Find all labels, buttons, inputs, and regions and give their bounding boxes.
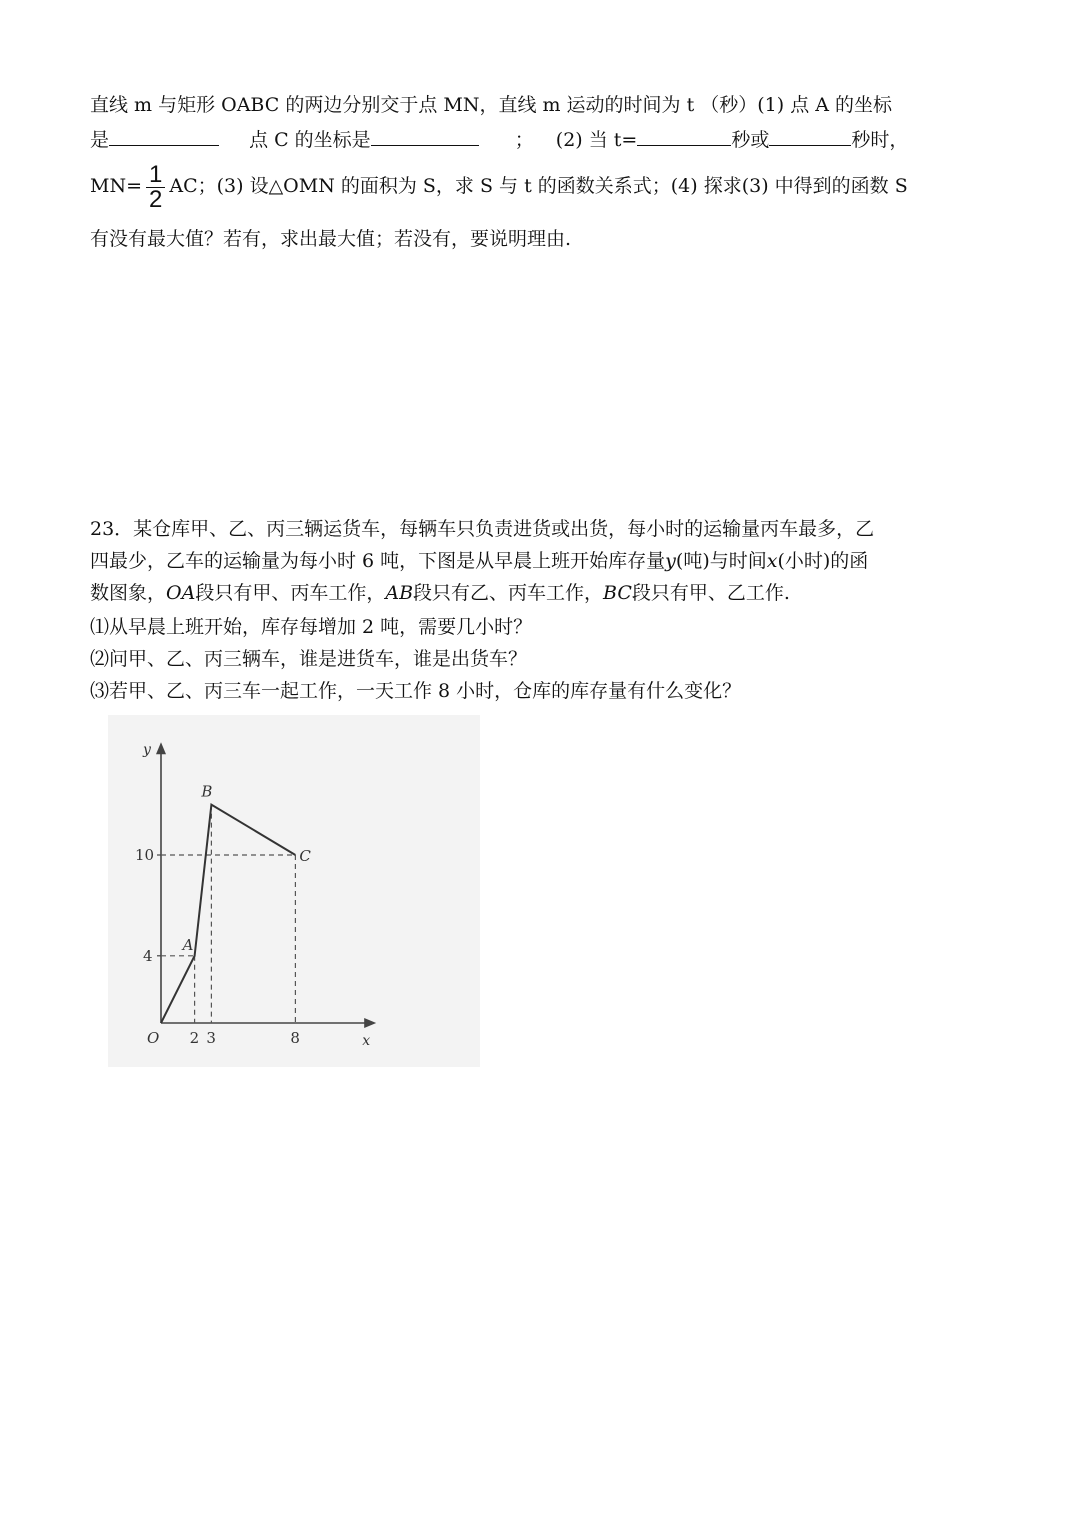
q22-line-1: 直线 m 与矩形 OABC 的两边分别交于点 MN，直线 m 运动的时间为 t （秒）(1) 点 A 的坐标 — [90, 94, 893, 116]
point-label-A: A — [182, 935, 194, 954]
q22-line-4: 有没有最大值？若有，求出最大值；若没有，要说明理由. — [90, 228, 572, 250]
graph-svg — [108, 715, 480, 1067]
graph-background — [108, 715, 480, 1067]
q22-line-3: MN= $\frac{1}{2}$ AC；(3) 设△OMN 的面积为 S，求 S 与 t 的函数关系式；(4) 探求(3) 中得到的函数 S — [90, 160, 908, 213]
q22-line-2: 是 点 C 的坐标是 ； (2) 当 t= 秒或 秒时， — [90, 125, 908, 153]
q23-line-2: 四最少，乙车的运输量为每小时 6 吨，下图是从早晨上班开始库存量y(吨)与时间x(小时)的函 — [90, 550, 869, 572]
origin-label: O — [147, 1029, 160, 1047]
answer-blank-c[interactable] — [371, 125, 479, 146]
x-tick-label-8: 8 — [290, 1029, 300, 1047]
y-tick-label-4: 4 — [143, 946, 153, 965]
q23-part-1: ⑴从早晨上班开始，库存每增加 2 吨，需要几小时？ — [90, 616, 533, 638]
answer-blank-t1[interactable] — [637, 125, 731, 146]
y-tick-label-10: 10 — [135, 846, 155, 864]
q23-line-1: 23．某仓库甲、乙、丙三辆运货车，每辆车只负责进货或出货，每小时的运输量丙车最多，乙 — [90, 518, 875, 540]
answer-blank-t2[interactable] — [769, 125, 851, 146]
q23-part-3: ⑶若甲、乙、丙三车一起工作，一天工作 8 小时，仓库的库存量有什么变化？ — [90, 680, 742, 702]
point-label-B: B — [201, 782, 213, 801]
fraction-one-half: $\frac{1}{2}$ — [146, 163, 165, 212]
q23-line-3: 数图象，OA段只有甲、丙车工作，AB段只有乙、丙车工作，BC段只有甲、乙工作. — [90, 582, 790, 604]
function-graph — [108, 715, 480, 1067]
y-axis-label: y — [143, 742, 151, 759]
point-label-C: C — [299, 847, 311, 865]
x-tick-label-3: 3 — [206, 1029, 216, 1047]
q23-part-2: ⑵问甲、乙、丙三辆车，谁是进货车，谁是出货车？ — [90, 648, 528, 670]
answer-blank-a[interactable] — [109, 125, 219, 146]
x-tick-label-2: 2 — [189, 1029, 200, 1047]
x-axis-label: x — [362, 1033, 371, 1049]
